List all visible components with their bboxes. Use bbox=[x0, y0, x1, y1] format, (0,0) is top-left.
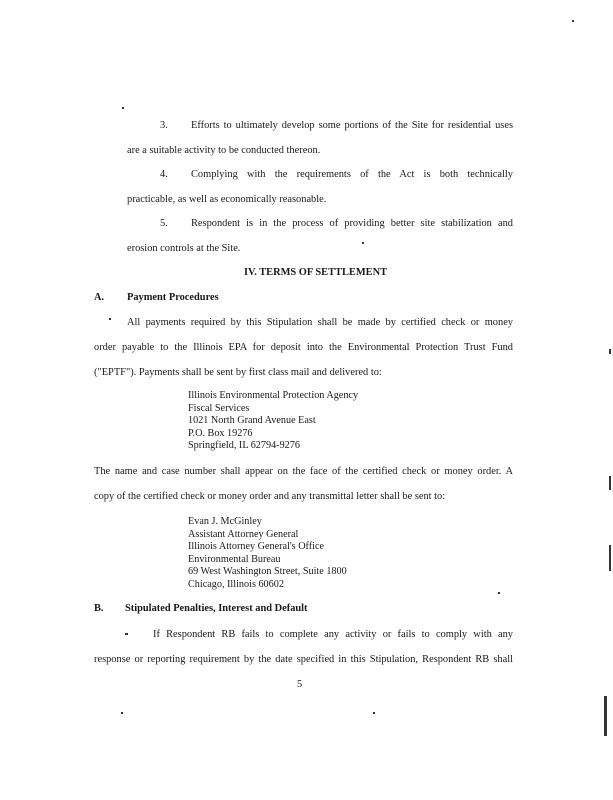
finding-5-line-1: Respondent is in the process of providing better site stabilization and bbox=[191, 218, 513, 229]
subsection-a-para-line-1: All payments required by this Stipulation shall be made by certified check or money bbox=[127, 317, 513, 328]
finding-3-line-1: Efforts to ultimately develop some portions of the Site for residential uses bbox=[191, 120, 513, 131]
edge-mark bbox=[609, 476, 611, 490]
subsection-b-title: Stipulated Penalties, Interest and Default bbox=[125, 603, 308, 614]
scan-speck bbox=[121, 712, 123, 714]
page-number: 5 bbox=[297, 679, 303, 690]
edge-mark bbox=[609, 349, 611, 354]
finding-4-line-2: practicable, as well as economically reasonable. bbox=[127, 194, 327, 205]
address-line: Illinois Attorney General's Office bbox=[188, 541, 325, 552]
scan-speck bbox=[362, 242, 364, 244]
subsection-a-letter: A. bbox=[94, 292, 105, 303]
subsection-a-para-line-3: ("EPTF"). Payments shall be sent by first class mail and delivered to: bbox=[94, 367, 382, 378]
address-line: Fiscal Services bbox=[188, 402, 250, 414]
address-line: Assistant Attorney General bbox=[188, 528, 299, 540]
address-line: Illinois Environmental Protection Agency bbox=[188, 390, 359, 401]
address-line: Environmental Bureau bbox=[188, 553, 281, 565]
edge-mark bbox=[604, 696, 607, 736]
address-line: Evan J. McGinley bbox=[188, 516, 262, 527]
subsection-a-para-line-2: order payable to the Illinois EPA for deposit into the Environmental Protection Trust Fund bbox=[94, 342, 513, 353]
subsection-b-para-line-2: response or reporting requirement by the date specified in this Stipulation, Respondent RB shall bbox=[94, 654, 513, 665]
subsection-b-letter: B. bbox=[94, 603, 104, 614]
finding-5-number: 5. bbox=[160, 218, 168, 229]
edge-mark bbox=[609, 545, 611, 571]
subsection-a-para2-line-2: copy of the certified check or money order and any transmittal letter shall be sent to: bbox=[94, 491, 446, 502]
scan-speck bbox=[498, 592, 500, 594]
finding-4-number: 4. bbox=[160, 169, 168, 180]
subsection-a-para2-line-1: The name and case number shall appear on the face of the certified check or money order. A bbox=[94, 466, 513, 477]
address-line: Springfield, IL 62794-9276 bbox=[188, 440, 300, 451]
subsection-b-para-line-1: If Respondent RB fails to complete any activity or fails to comply with any bbox=[153, 629, 513, 640]
address-line: 69 West Washington Street, Suite 1800 bbox=[188, 566, 347, 577]
scan-speck bbox=[373, 712, 375, 714]
finding-4-line-1: Complying with the requirements of the Act is both technically bbox=[191, 169, 513, 180]
section-heading: IV. TERMS OF SETTLEMENT bbox=[244, 267, 388, 278]
subsection-a-title: Payment Procedures bbox=[127, 292, 219, 303]
address-line: 1021 North Grand Avenue East bbox=[188, 415, 316, 426]
copy-address-block bbox=[188, 516, 347, 591]
address-line: P.O. Box 19276 bbox=[188, 427, 253, 439]
address-line: Chicago, Illinois 60602 bbox=[188, 578, 284, 590]
scan-speck bbox=[109, 318, 111, 320]
scan-speck bbox=[122, 107, 124, 109]
payment-address-block bbox=[188, 390, 358, 453]
scan-speck bbox=[572, 20, 574, 22]
finding-3-number: 3. bbox=[160, 120, 168, 131]
finding-3-line-2: are a suitable activity to be conducted thereon. bbox=[127, 145, 321, 156]
finding-5-line-2: erosion controls at the Site. bbox=[127, 243, 241, 254]
scan-speck bbox=[125, 633, 128, 635]
